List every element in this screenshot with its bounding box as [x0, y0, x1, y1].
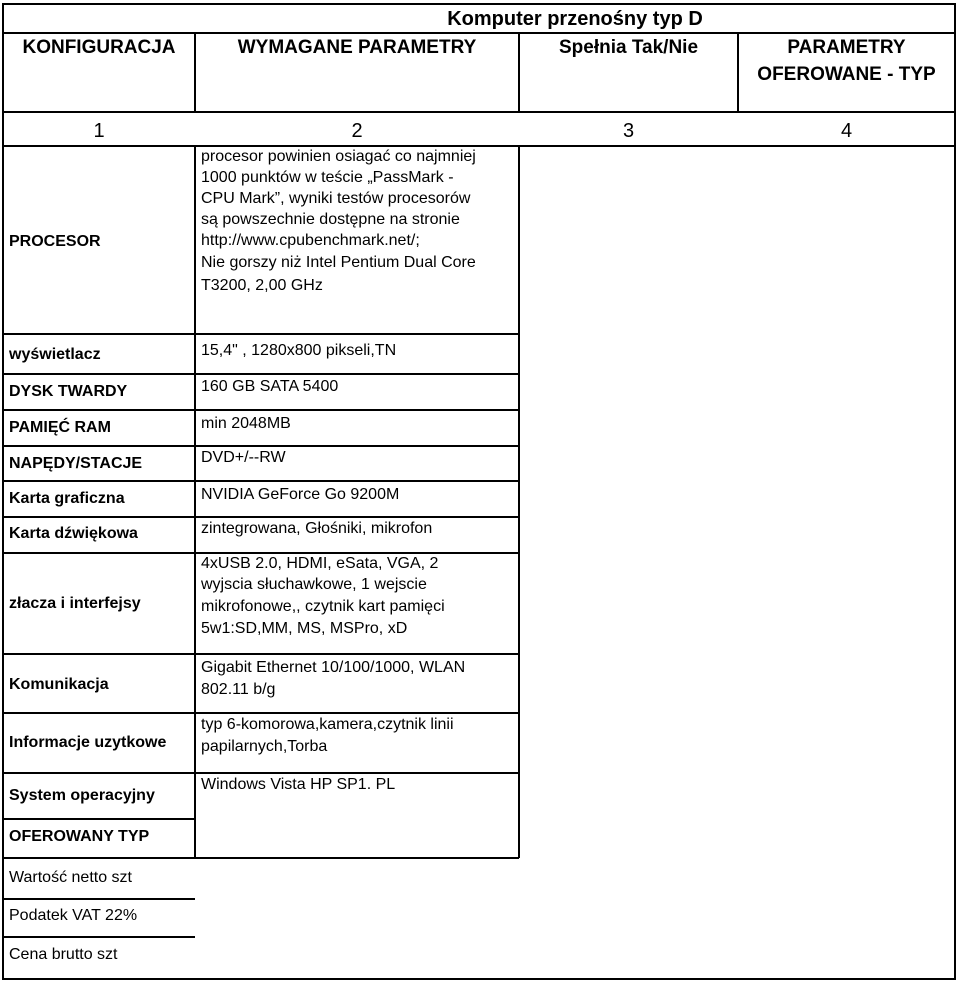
column-number-1: 1	[93, 120, 105, 142]
row-value-procesor-5: http://www.cpubenchmark.net/;	[201, 232, 420, 249]
row-value-napedy: DVD+/--RW	[201, 449, 286, 466]
header-parametry-line2: OFEROWANE - TYP	[757, 64, 936, 85]
row-value-dysk-twardy: 160 GB SATA 5400	[201, 378, 339, 395]
row-value-procesor-3: CPU Mark”, wyniki testów procesorów	[201, 190, 471, 207]
row-label-wyswietlacz: wyświetlacz	[9, 346, 101, 363]
row-label-dysk-twardy: DYSK TWARDY	[9, 383, 128, 400]
row-value-zlacza-4: 5w1:SD,MM, MS, MSPro, xD	[201, 620, 408, 637]
footer-podatek-vat: Podatek VAT 22%	[9, 907, 138, 924]
footer-wartosc-netto: Wartość netto szt	[9, 869, 132, 886]
footer-cena-brutto: Cena brutto szt	[9, 946, 118, 963]
row-value-zlacza-3: mikrofonowe,, czytnik kart pamięci	[201, 598, 445, 615]
row-value-karta-graficzna: NVIDIA GeForce Go 9200M	[201, 486, 400, 503]
row-label-pamiec-ram: PAMIĘĆ RAM	[9, 419, 111, 436]
document-title: Komputer przenośny typ D	[447, 8, 703, 30]
row-value-procesor-7: T3200, 2,00 GHz	[201, 277, 323, 294]
row-label-procesor: PROCESOR	[9, 233, 101, 250]
row-value-wyswietlacz: 15,4" , 1280x800 pikseli,TN	[201, 342, 397, 359]
header-wymagane-parametry: WYMAGANE PARAMETRY	[237, 37, 477, 58]
row-value-procesor-1: procesor powinien osiagać co najmniej	[201, 148, 476, 165]
row-label-karta-dzwiekowa: Karta dźwiękowa	[9, 525, 138, 542]
row-label-komunikacja: Komunikacja	[9, 676, 109, 693]
header-spelnia: Spełnia Tak/Nie	[558, 37, 699, 58]
row-value-zlacza-2: wyjscia słuchawkowe, 1 wejscie	[201, 576, 427, 593]
row-label-system: System operacyjny	[9, 787, 155, 804]
header-parametry-line1: PARAMETRY	[787, 37, 906, 58]
row-value-komunikacja-2: 802.11 b/g	[201, 681, 276, 698]
row-value-informacje-2: papilarnych,Torba	[201, 738, 328, 755]
header-konfiguracja: KONFIGURACJA	[22, 37, 176, 58]
column-number-2: 2	[351, 120, 363, 142]
row-value-procesor-6: Nie gorszy niż Intel Pentium Dual Core	[201, 254, 476, 271]
row-value-informacje-1: typ 6-komorowa,kamera,czytnik linii	[201, 716, 454, 733]
row-value-pamiec-ram: min 2048MB	[201, 415, 291, 432]
row-label-informacje: Informacje uzytkowe	[9, 734, 167, 751]
row-label-zlacza: złacza i interfejsy	[9, 595, 141, 612]
row-value-karta-dzwiekowa: zintegrowana, Głośniki, mikrofon	[201, 520, 433, 537]
column-number-4: 4	[840, 120, 853, 142]
row-value-procesor-4: są powszechnie dostępne na stronie	[201, 211, 460, 228]
row-value-zlacza-1: 4xUSB 2.0, HDMI, eSata, VGA, 2	[201, 555, 439, 572]
row-value-komunikacja-1: Gigabit Ethernet 10/100/1000, WLAN	[201, 659, 466, 676]
footer-oferowany-typ: OFEROWANY TYP	[9, 828, 150, 845]
row-label-napedy: NAPĘDY/STACJE	[9, 455, 143, 472]
row-value-procesor-2: 1000 punktów w teście „PassMark -	[201, 169, 454, 186]
row-label-karta-graficzna: Karta graficzna	[9, 490, 125, 507]
row-value-system: Windows Vista HP SP1. PL	[201, 776, 396, 793]
column-number-3: 3	[622, 120, 635, 142]
